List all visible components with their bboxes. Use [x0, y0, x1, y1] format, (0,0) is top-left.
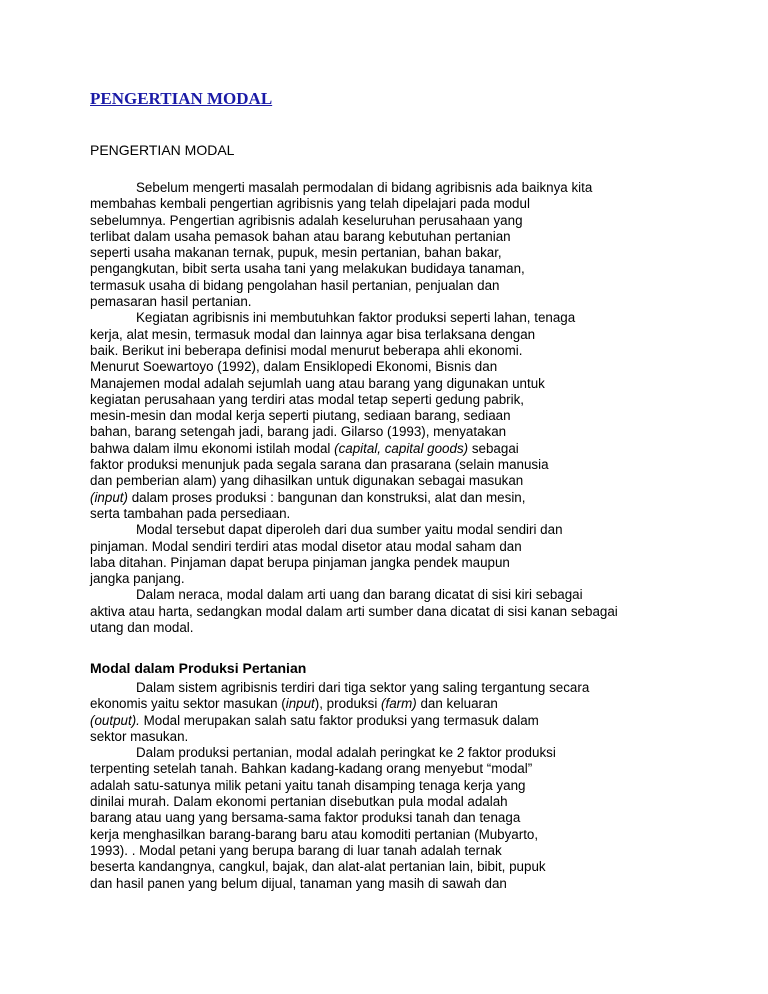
text-line [90, 571, 618, 587]
text-segment: bahwa dalam ilmu ekonomi istilah modal [90, 440, 335, 456]
text-segment: Menurut Soewartoyo (1992), dalam Ensiklopedi Ekonomi, Bisnis dan [90, 359, 498, 375]
text-segment: baik. Berikut ini beberapa definisi modal menurut beberapa ahli ekonomi. [90, 342, 523, 358]
text-segment: ), produksi [314, 696, 382, 712]
text-line [90, 859, 589, 875]
text-segment: kerja, alat mesin, termasuk modal dan lainnya agar bisa terlaksana dengan [90, 326, 536, 342]
text-line [90, 713, 589, 729]
text-segment: terpenting setelah tanah. Bahkan kadang-kadang orang menyebut “modal” [90, 761, 533, 777]
text-segment: dinilai murah. Dalam ekonomi pertanian disebutkan pula modal adalah [90, 794, 508, 810]
text-segment: kerja menghasilkan barang-barang baru atau komoditi pertanian (Mubyarto, [90, 826, 539, 842]
text-line [90, 310, 618, 326]
text-segment: aktiva atau harta, sedangkan modal dalam arti sumber dana dicatat di sisi kanan sebagai [90, 603, 618, 619]
text-line [90, 213, 618, 229]
text-line [90, 245, 618, 261]
text-segment: faktor produksi menunjuk pada segala sarana dan prasarana (selain manusia [90, 457, 549, 473]
text-line [90, 408, 618, 424]
text-line [90, 441, 618, 457]
text-line [90, 180, 618, 196]
text-segment: Dalam produksi pertanian, modal adalah peringkat ke 2 faktor produksi [136, 745, 556, 761]
text-line [90, 555, 618, 571]
text-segment: sebelumnya. Pengertian agribisnis adalah keseluruhan perusahaan yang [90, 212, 523, 228]
text-line [90, 376, 618, 392]
text-segment: dan keluaran [416, 696, 498, 712]
text-line [90, 229, 618, 245]
text-line [90, 696, 589, 712]
text-line [90, 745, 589, 761]
text-line [90, 810, 589, 826]
text-line [90, 424, 618, 440]
section-body [90, 180, 618, 636]
text-line [90, 278, 618, 294]
text-segment: beserta kandangnya, cangkul, bajak, dan alat-alat pertanian lain, bibit, pupuk [90, 859, 546, 875]
text-segment: Dalam sistem agribisnis terdiri dari tiga sektor yang saling tergantung secara [136, 680, 590, 695]
text-segment: ekonomis yaitu sektor masukan ( [90, 696, 286, 712]
italic-text: (farm) [381, 696, 417, 712]
text-segment: serta tambahan pada persediaan. [90, 505, 291, 521]
italic-text: (output). [90, 712, 140, 728]
text-line [90, 506, 618, 522]
text-line [90, 761, 589, 777]
text-line [90, 359, 618, 375]
text-segment: kegiatan perusahaan yang terdiri atas modal tetap seperti gedung pabrik, [90, 391, 524, 407]
text-line [90, 522, 618, 538]
section-body [90, 680, 589, 892]
text-line [90, 457, 618, 473]
text-line [90, 680, 589, 696]
text-line [90, 620, 618, 636]
text-line [90, 604, 618, 620]
section-heading: Modal dalam Produksi Pertanian [90, 660, 307, 676]
text-segment: Modal merupakan salah satu faktor produksi yang termasuk dalam [139, 712, 539, 728]
text-line [90, 490, 618, 506]
text-line [90, 261, 618, 277]
text-line [90, 587, 618, 603]
text-segment: mesin-mesin dan modal kerja seperti piutang, sediaan barang, sediaan [90, 408, 511, 424]
text-segment: Modal tersebut dapat diperoleh dari dua sumber yaitu modal sendiri dan [136, 522, 563, 538]
text-segment: termasuk usaha di bidang pengolahan hasil pertanian, penjualan dan [90, 277, 500, 293]
text-segment: dalam proses produksi : bangunan dan konstruksi, alat dan mesin, [127, 489, 526, 505]
text-segment: 1993). . Modal petani yang berupa barang di luar tanah adalah ternak [90, 842, 502, 858]
text-line [90, 392, 618, 408]
text-segment: membahas kembali pengertian agribisnis yang telah dipelajari pada modul [90, 196, 530, 212]
text-segment: dan hasil panen yang belum dijual, tanaman yang masih di sawah dan [90, 875, 507, 891]
text-segment: sebagai [468, 440, 519, 456]
text-line [90, 539, 618, 555]
italic-text: (input) [90, 489, 128, 505]
text-line [90, 196, 618, 212]
text-segment: Sebelum mengerti masalah permodalan di bidang agribisnis ada baiknya kita [136, 180, 593, 195]
text-line [90, 876, 589, 892]
text-line [90, 843, 589, 859]
text-segment: dan pemberian alam) yang dihasilkan untuk digunakan sebagai masukan [90, 473, 524, 489]
text-line [90, 343, 618, 359]
text-segment: seperti usaha makanan ternak, pupuk, mesin pertanian, bahan bakar, [90, 245, 502, 261]
text-line [90, 473, 618, 489]
title-link[interactable]: PENGERTIAN MODAL [90, 89, 273, 108]
text-line [90, 294, 618, 310]
text-segment: bahan, barang setengah jadi, barang jadi. Gilarso (1993), menyatakan [90, 424, 507, 440]
text-segment: adalah satu-satunya milik petani yaitu tanah disamping tenaga kerja yang [90, 777, 526, 793]
text-segment: jangka panjang. [90, 571, 185, 587]
italic-text: (capital, capital goods) [334, 440, 469, 456]
text-line [90, 327, 618, 343]
italic-text: input [285, 696, 315, 712]
text-segment: barang atau uang yang bersama-sama faktor produksi tanah dan tenaga [90, 810, 521, 826]
text-segment: Manajemen modal adalah sejumlah uang atau barang yang digunakan untuk [90, 375, 545, 391]
section-heading: PENGERTIAN MODAL [90, 142, 235, 158]
text-segment: laba ditahan. Pinjaman dapat berupa pinjaman jangka pendek maupun [90, 554, 510, 570]
text-segment: terlibat dalam usaha pemasok bahan atau barang kebutuhan pertanian [90, 228, 511, 244]
text-segment: pemasaran hasil pertanian. [90, 294, 252, 310]
text-segment: pengangkutan, bibit serta usaha tani yang melakukan budidaya tanaman, [90, 261, 525, 277]
text-line [90, 827, 589, 843]
text-segment: Dalam neraca, modal dalam arti uang dan barang dicatat di sisi kiri sebagai [136, 587, 583, 603]
text-segment: sektor masukan. [90, 728, 189, 744]
text-segment: utang dan modal. [90, 620, 194, 636]
text-line [90, 778, 589, 794]
text-segment: pinjaman. Modal sendiri terdiri atas modal disetor atau modal saham dan [90, 538, 522, 554]
text-segment: Kegiatan agribisnis ini membutuhkan faktor produksi seperti lahan, tenaga [136, 310, 576, 326]
text-line [90, 729, 589, 745]
text-line [90, 794, 589, 810]
